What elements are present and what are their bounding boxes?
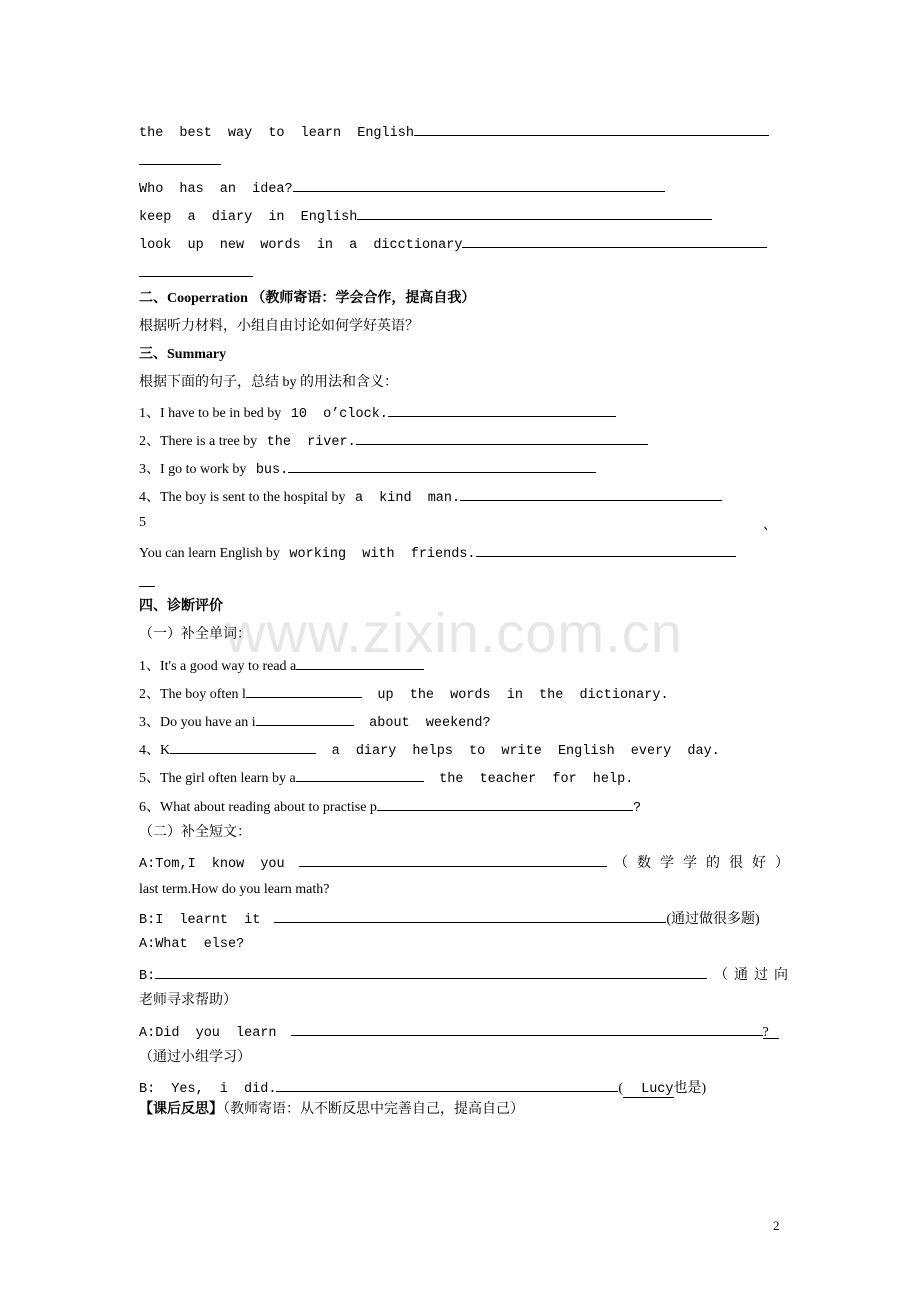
phrase-text: keep a diary in English	[139, 210, 358, 225]
dialog-b2-hint: （通过向	[714, 968, 794, 983]
word-item-2: 2、The boy often l up the words in the dictionary.	[139, 683, 669, 705]
summary-item-1: 1、I have to be in bed by 10 o’clock.	[139, 402, 616, 424]
answer-blank[interactable]	[462, 233, 767, 248]
dialog-a3: A:Did you learn ?	[139, 1021, 779, 1043]
answer-blank[interactable]	[170, 739, 316, 754]
answer-blank[interactable]	[296, 767, 424, 782]
word-item-1: 1、It's a good way to read a	[139, 655, 424, 676]
summary-item-3: 3、I go to work by bus.	[139, 458, 596, 480]
dialog-b2: B:	[139, 964, 707, 986]
phrase-line-3	[139, 205, 712, 227]
summary-item-5-separator: 、	[763, 518, 777, 533]
dialog-a2: A:What else?	[139, 937, 245, 952]
section-assessment-heading: 四、诊断评价	[139, 599, 223, 614]
dialog-b1: B:I learnt it (通过做很多题)	[139, 908, 760, 930]
word-item-5: 5、The girl often learn by a the teacher for help.	[139, 767, 633, 789]
cooperation-instructions: 根据听力材料，小组自由讨论如何学好英语？	[139, 319, 419, 334]
page-number: 2	[773, 1218, 780, 1233]
reflection-line	[139, 1101, 524, 1119]
section-cooperation-heading: 二、Cooperration （教师寄语：学会合作，提高自我）	[139, 291, 476, 306]
answer-blank[interactable]	[274, 908, 666, 923]
reflection-note: （教师寄语：从不断反思中完善自己，提高自己）	[223, 1102, 524, 1117]
watermark: www.zixin.com.cn	[225, 601, 683, 664]
answer-blank[interactable]	[357, 205, 712, 220]
answer-blank[interactable]	[293, 177, 665, 192]
summary-item-4: 4、The boy is sent to the hospital by a kind man.	[139, 486, 722, 508]
answer-blank[interactable]	[356, 430, 648, 445]
phrase-text: look up new words in a dicctionary	[139, 238, 463, 253]
reflection-title: 【课后反思】	[139, 1102, 223, 1117]
answer-blank[interactable]	[377, 796, 633, 811]
subsection-complete-passage: （二）补全短文：	[139, 825, 251, 840]
phrase-line-1	[139, 121, 769, 143]
phrase-line-2	[139, 177, 665, 199]
phrase-line-4	[139, 233, 767, 255]
answer-blank[interactable]	[256, 711, 354, 726]
answer-blank[interactable]	[299, 852, 607, 867]
answer-blank[interactable]	[414, 121, 769, 136]
answer-blank[interactable]	[291, 1021, 763, 1036]
word-item-6: 6、What about reading about to practise p ?	[139, 796, 641, 818]
phrase-text: the best way to learn English	[139, 126, 414, 141]
phrase-text: Who has an idea?	[139, 182, 293, 197]
answer-blank[interactable]	[388, 402, 616, 417]
word-item-4: 4、K a diary helps to write English every day.	[139, 739, 720, 761]
answer-blank-continued[interactable]	[139, 150, 221, 165]
answer-blank-continued[interactable]	[139, 572, 155, 587]
dialog-a1: A:Tom,I know you	[139, 852, 607, 874]
answer-blank[interactable]	[155, 964, 707, 979]
dialog-a1-hint: （数学学的很好）	[614, 856, 798, 871]
answer-blank-continued[interactable]	[139, 262, 253, 277]
answer-blank[interactable]	[476, 542, 736, 557]
answer-blank[interactable]	[288, 458, 596, 473]
answer-blank[interactable]	[460, 486, 722, 501]
answer-blank[interactable]	[296, 655, 424, 670]
summary-instructions: 根据下面的句子，总结 by 的用法和含义：	[139, 375, 398, 390]
subsection-complete-words: （一）补全单词：	[139, 627, 251, 642]
summary-item-5: You can learn English by working with friends.	[139, 542, 736, 564]
word-item-3: 3、Do you have an i about weekend?	[139, 711, 491, 733]
summary-item-5-number: 5	[139, 515, 146, 530]
question-mark: ?	[763, 1024, 779, 1039]
dialog-b3: B: Yes, i did. ( Lucy也是)	[139, 1077, 706, 1099]
section-summary-heading: 三、Summary	[139, 347, 227, 362]
dialog-a3-continued: （通过小组学习）	[139, 1050, 251, 1065]
answer-blank[interactable]	[276, 1077, 618, 1092]
answer-blank[interactable]	[246, 683, 362, 698]
dialog-a1-continued: last term.How do you learn math?	[139, 882, 330, 897]
summary-item-2: 2、There is a tree by the river.	[139, 430, 648, 452]
dialog-b2-continued: 老师寻求帮助）	[139, 993, 237, 1008]
